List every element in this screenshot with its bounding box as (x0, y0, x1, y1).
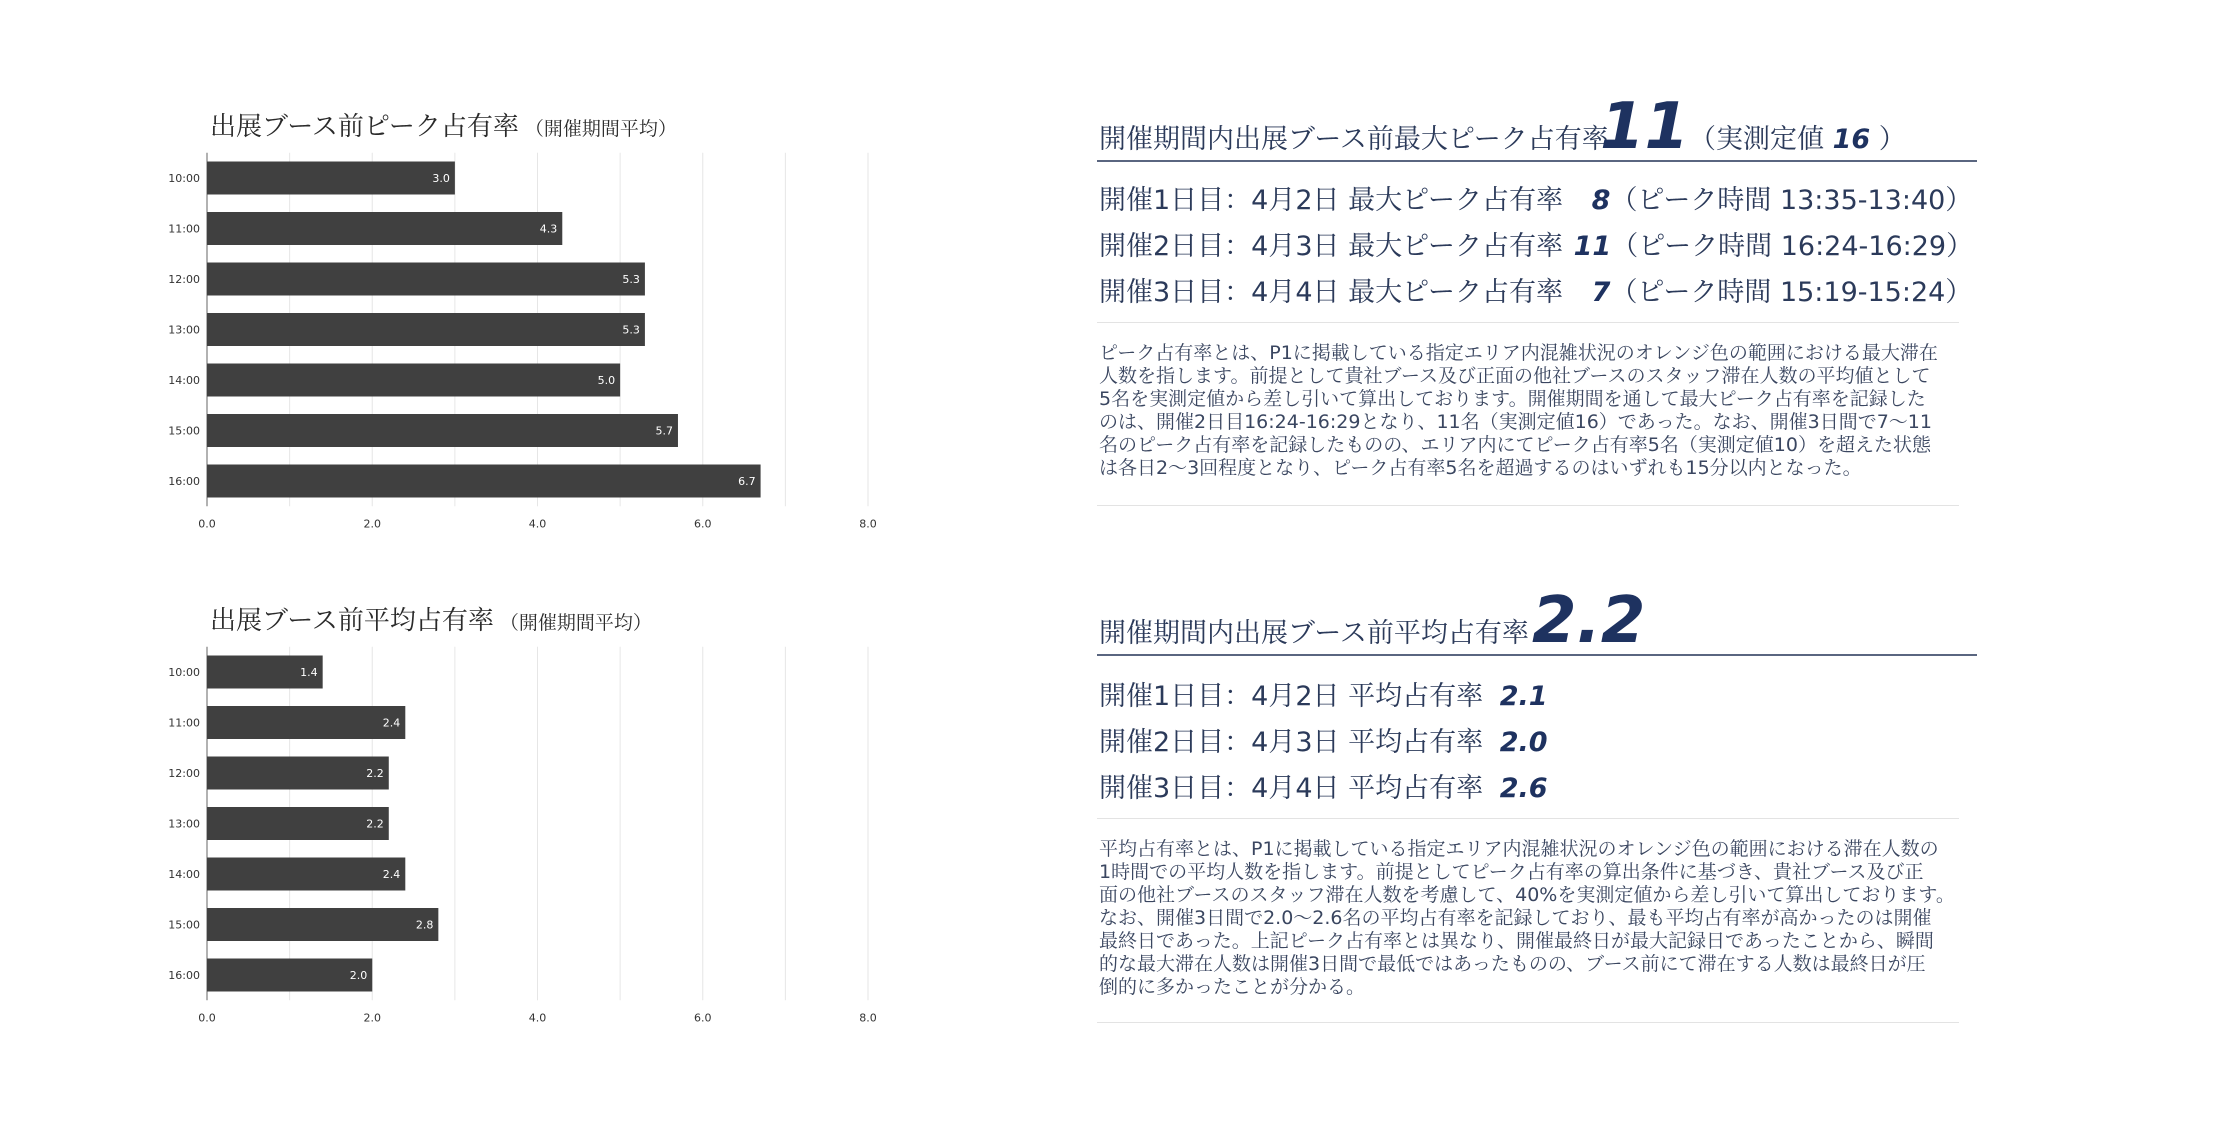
description-line: 最終日であった。上記ピーク占有率とは異なり、開催最終日が最大記録日であったことから、瞬間 (1099, 930, 1934, 952)
chart-title-sub: （開催期間平均） (524, 118, 677, 140)
peak-day-1 (1099, 178, 1972, 217)
bar-value-label: 5.3 (622, 323, 640, 337)
day-label: 開催3日目：4月4日 平均占有率 (1099, 773, 1484, 804)
avg-description (1099, 838, 1969, 999)
x-tick-label: 0.0 (198, 1011, 216, 1025)
category-label: 16:00 (168, 969, 200, 982)
day-label: 開催2日目：4月3日 最大ピーク占有率 (1099, 231, 1564, 262)
description-line: のは、開催2日目16:24-16:29となり、11名（実測定値16）であった。なお、開催3日間で7～11 (1099, 411, 1932, 433)
x-tick-label: 0.0 (198, 517, 216, 531)
actual-value: 16 (1832, 124, 1871, 155)
x-tick-label: 8.0 (859, 517, 877, 531)
day-time: （ピーク時間 16:24-16:29） (1611, 231, 1974, 262)
bar-value-label: 4.3 (539, 222, 558, 236)
category-label: 13:00 (168, 323, 200, 337)
category-label: 12:00 (168, 273, 200, 286)
day-time: （ピーク時間 13:35-13:40） (1610, 185, 1973, 216)
average-occupancy-chart (0, 0, 1000, 1025)
bar-value-label: 5.7 (655, 424, 673, 438)
bar-value-label: 2.0 (349, 969, 368, 982)
bar-value-label: 5.3 (622, 273, 640, 286)
divider (1097, 322, 1959, 323)
description-line: 1時間での平均人数を指します。前提としてピーク占有率の算出条件に基づき、貴社ブース及び正 (1099, 861, 1924, 883)
bar (207, 807, 389, 840)
description-line: 人数を指します。前提として貴社ブース及び正面の他社ブースのスタッフ滞在人数の平均値として (1099, 365, 1931, 387)
day-value: 2.1 (1499, 681, 1548, 712)
bar (207, 757, 389, 790)
category-label: 15:00 (168, 424, 200, 438)
description-line: 5名を実測定値から差し引いて算出しております。開催期間を通して最大ピーク占有率を記録した (1099, 388, 1926, 410)
divider (1097, 1022, 1959, 1023)
actual-prefix: （実測定値 (1689, 124, 1824, 155)
bar (207, 706, 405, 739)
bar-value-label: 2.2 (366, 817, 384, 831)
bar-value-label: 5.0 (597, 374, 616, 387)
category-label: 14:00 (168, 868, 200, 881)
bar (207, 959, 372, 992)
description-line: ピーク占有率とは、P1に掲載している指定エリア内混雑状況のオレンジ色の範囲における最大滞在 (1099, 342, 1938, 364)
average-occupancy-panel (1097, 584, 1977, 998)
category-label: 13:00 (168, 817, 200, 831)
day-label: 開催3日目：4月4日 最大ピーク占有率 (1099, 277, 1564, 308)
bar (207, 858, 405, 891)
peak-occupancy-panel (1097, 90, 1977, 479)
actual-suffix: ） (1878, 124, 1906, 155)
description-line: 面の他社ブースのスタッフ滞在人数を考慮して、40%を実測定値から差し引いて算出しております。 (1099, 884, 1955, 906)
day-label: 開催1日目：4月2日 平均占有率 (1099, 681, 1484, 712)
day-label: 開催1日目：4月2日 最大ピーク占有率 (1099, 185, 1564, 216)
chart-title-main: 出展ブース前ピーク占有率 (210, 112, 519, 142)
x-tick-label: 6.0 (694, 517, 712, 531)
chart-title-main: 出展ブース前平均占有率 (210, 606, 494, 636)
peak-panel-heading (1097, 90, 1977, 164)
bar-value-label: 2.4 (382, 868, 401, 881)
peak-day-3 (1099, 270, 1972, 309)
day-label: 開催2日目：4月3日 平均占有率 (1099, 727, 1484, 758)
category-label: 16:00 (168, 475, 200, 488)
x-tick-label: 4.0 (528, 1011, 547, 1025)
description-line: は各日2～3回程度となり、ピーク占有率5名を超過するのはいずれも15分以内となった。 (1099, 457, 1862, 479)
avg-panel-heading (1097, 584, 1977, 658)
average-occupancy-bar-chart (0, 0, 1000, 1060)
description-line: なお、開催3日間で2.0～2.6名の平均占有率を記録しており、最も平均占有率が高かったのは開催 (1099, 907, 1932, 929)
avg-heading-label: 開催期間内出展ブース前平均占有率 (1099, 618, 1529, 649)
divider (1097, 818, 1959, 819)
peak-heading-label: 開催期間内出展ブース前最大ピーク占有率 (1099, 124, 1609, 155)
description-line: 名のピーク占有率を記録したものの、エリア内にてピーク占有率5名（実測定値10）を超えた状態 (1099, 434, 1931, 456)
day-value: 11 (1573, 231, 1612, 262)
peak-actual-measurement (1689, 117, 1906, 156)
category-label: 15:00 (168, 918, 200, 932)
bar-value-label: 3.0 (432, 172, 450, 185)
category-label: 14:00 (168, 374, 200, 387)
x-tick-label: 2.0 (363, 1011, 381, 1025)
category-label: 10:00 (168, 172, 200, 185)
category-label: 12:00 (168, 767, 200, 780)
category-label: 10:00 (168, 666, 200, 679)
bar-value-label: 2.4 (382, 716, 401, 730)
x-tick-label: 8.0 (859, 1011, 877, 1025)
bar-value-label: 6.7 (738, 475, 756, 488)
peak-description (1099, 342, 1969, 480)
day-value: 8 (1591, 185, 1611, 216)
bar-value-label: 1.4 (300, 666, 318, 679)
bar-value-label: 2.2 (366, 767, 384, 780)
x-tick-label: 4.0 (528, 517, 547, 531)
avg-day-1 (1099, 674, 1548, 713)
avg-overall-value: 2.2 (1532, 584, 1646, 658)
avg-day-3 (1099, 766, 1548, 805)
day-time: （ピーク時間 15:19-15:24） (1610, 277, 1973, 308)
category-label: 11:00 (168, 716, 200, 730)
category-label: 11:00 (168, 222, 200, 236)
description-line: 的な最大滞在人数は開催3日間で最低ではあったものの、ブース前にて滞在する人数は最終日が圧 (1099, 953, 1926, 975)
peak-max-value: 11 (1600, 90, 1690, 164)
day-value: 2.0 (1499, 727, 1548, 758)
x-tick-label: 2.0 (363, 517, 381, 531)
divider (1097, 505, 1959, 506)
bar (207, 908, 438, 941)
day-value: 2.6 (1499, 773, 1548, 804)
chart-title-sub: （開催期間平均） (499, 612, 652, 634)
x-tick-label: 6.0 (694, 1011, 712, 1025)
description-line: 倒的に多かったことが分かる。 (1099, 976, 1366, 998)
peak-day-2 (1099, 224, 1973, 263)
avg-day-2 (1099, 720, 1548, 759)
day-value: 7 (1591, 277, 1611, 308)
bar-value-label: 2.8 (415, 918, 434, 932)
description-line: 平均占有率とは、P1に掲載している指定エリア内混雑状況のオレンジ色の範囲における滞在人数の (1099, 838, 1939, 860)
